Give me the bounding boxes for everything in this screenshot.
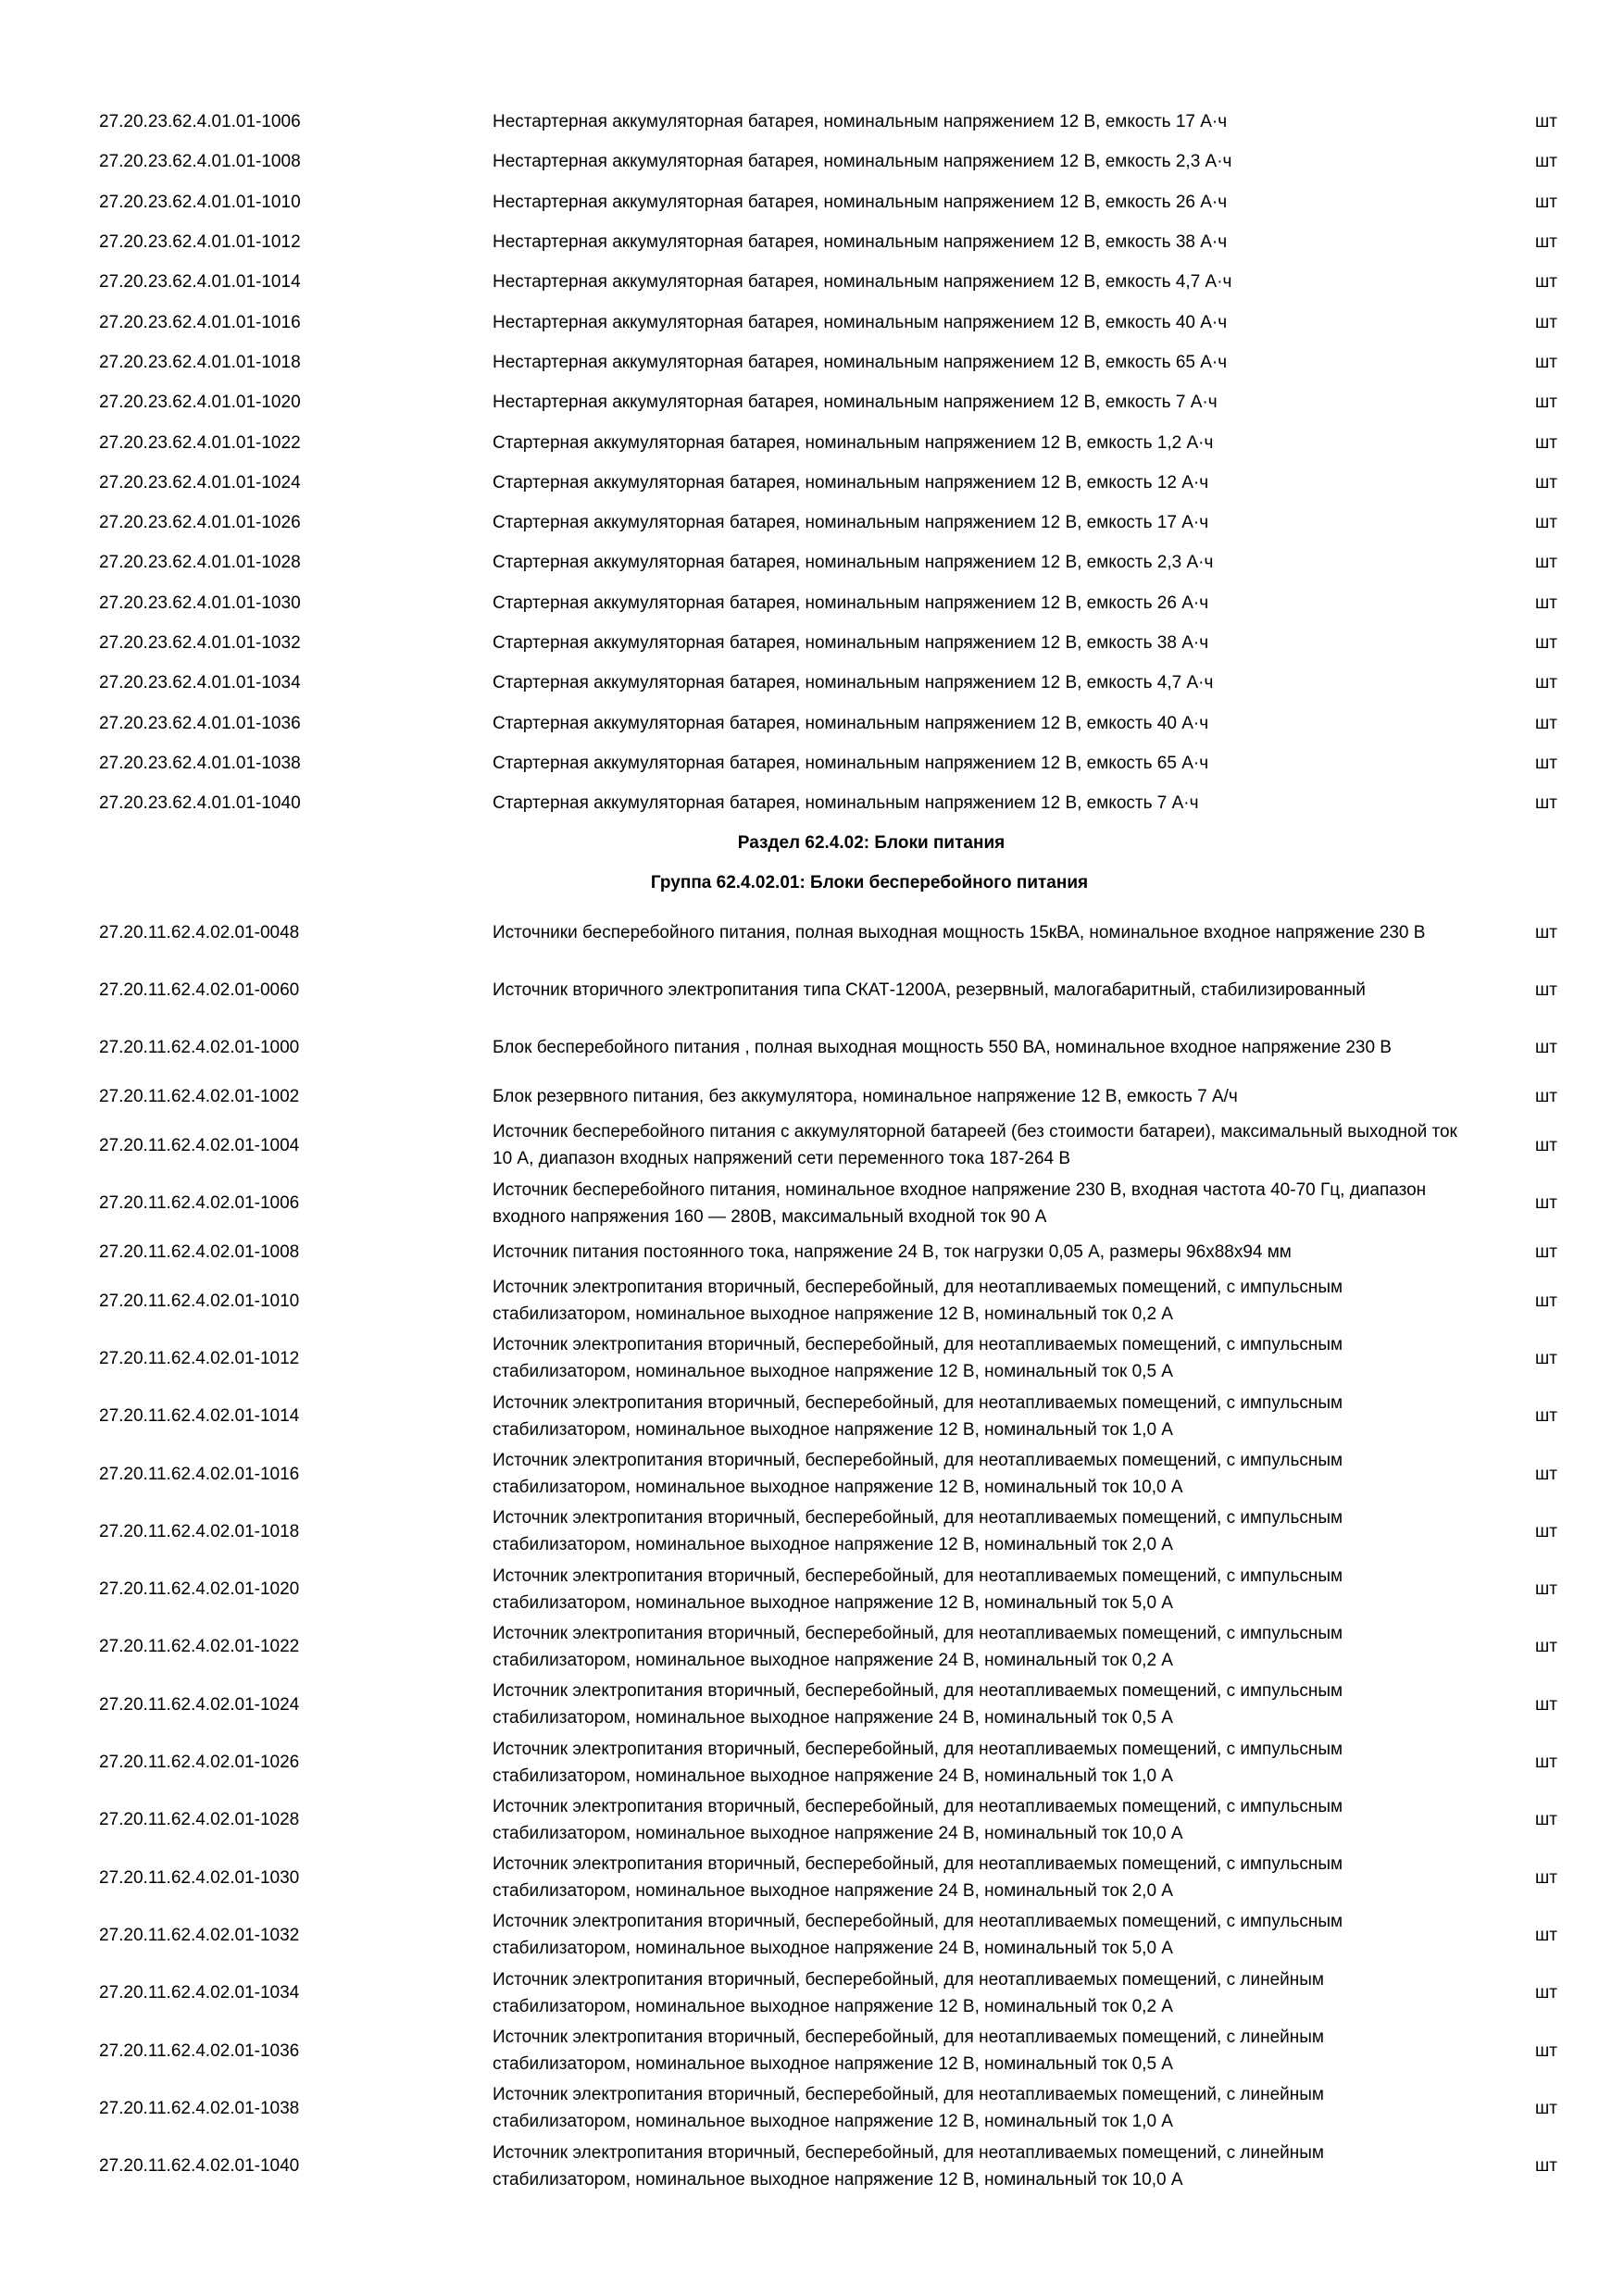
item-code: 27.20.23.62.4.01.01-1006: [99, 112, 301, 132]
table-row: [0, 102, 1624, 142]
item-code: 27.20.11.62.4.02.01-1010: [99, 1291, 300, 1311]
item-unit: шт: [1535, 980, 1557, 1000]
item-unit: шт: [1535, 1464, 1557, 1484]
table-row: [0, 543, 1624, 582]
table-row: [0, 262, 1624, 302]
item-unit: шт: [1535, 112, 1557, 132]
item-unit: шт: [1535, 793, 1557, 814]
item-description: Нестартерная аккумуляторная батарея, номинальным напряжением 12 В, емкость 40 А·ч: [493, 312, 1228, 332]
item-description: Источник электропитания вторичный, бесперебойный, для неотапливаемых помещений, с линейным стабилизатором, номинальное выходное напряжение 12 В, номинальный ток 0,5 А: [493, 2028, 1324, 2075]
item-code: 27.20.23.62.4.01.01-1010: [99, 192, 301, 212]
table-row: [0, 1733, 1624, 1791]
item-description: Источник электропитания вторичный, бесперебойный, для неотапливаемых помещений, с импульсным стабилизатором, номинальное выходное напряжение 12 В, номинальный ток 10,0 А: [493, 1451, 1343, 1498]
item-description: Источник электропитания вторичный, бесперебойный, для неотапливаемых помещений, с импульсным стабилизатором, номинальное выходное напряжение 24 В, номинальный ток 2,0 А: [493, 1854, 1343, 1902]
table-row: [0, 1676, 1624, 1733]
item-code: 27.20.11.62.4.02.01-1022: [99, 1637, 300, 1657]
item-description: Источник электропитания вторичный, бесперебойный, для неотапливаемых помещений, с линейным стабилизатором, номинальное выходное напряжение 12 В, номинальный ток 10,0 А: [493, 2142, 1324, 2190]
table-row: [0, 961, 1624, 1018]
table-row: [0, 583, 1624, 623]
item-description: Стартерная аккумуляторная батарея, номинальным напряжением 12 В, емкость 40 А·ч: [493, 713, 1209, 733]
table-row: [0, 142, 1624, 181]
item-code: 27.20.11.62.4.02.01-1036: [99, 2040, 300, 2061]
group-heading-text: Группа 62.4.02.01: Блоки бесперебойного питания: [650, 873, 1089, 893]
item-description: Источник электропитания вторичный, бесперебойный, для неотапливаемых помещений, с импульсным стабилизатором, номинальное выходное напряжение 12 В, номинальный ток 1,0 А: [493, 1392, 1343, 1440]
document-page: [0, 102, 1624, 2195]
item-unit: шт: [1535, 2040, 1557, 2061]
item-unit: шт: [1535, 1406, 1557, 1427]
item-unit: шт: [1535, 1038, 1557, 1058]
item-description: Стартерная аккумуляторная батарея, номинальным напряжением 12 В, емкость 65 А·ч: [493, 753, 1209, 773]
item-description: Нестартерная аккумуляторная батарея, номинальным напряжением 12 В, емкость 26 А·ч: [493, 192, 1228, 212]
table-row: [0, 503, 1624, 543]
table-row: [0, 1117, 1624, 1174]
item-description: Нестартерная аккумуляторная батарея, номинальным напряжением 12 В, емкость 65 А·ч: [493, 352, 1228, 372]
item-description: Блок резервного питания, без аккумулятора, номинальное напряжение 12 В, емкость 7 А/ч: [493, 1086, 1238, 1106]
item-description: Источник электропитания вторичный, бесперебойный, для неотапливаемых помещений, с импульсным стабилизатором, номинальное выходное напряжение 24 В, номинальный ток 0,2 А: [493, 1623, 1343, 1670]
item-unit: шт: [1535, 713, 1557, 733]
item-code: 27.20.23.62.4.01.01-1036: [99, 713, 301, 733]
table-row: [0, 1232, 1624, 1272]
item-description: Стартерная аккумуляторная батарея, номинальным напряжением 12 В, емкость 7 А·ч: [493, 793, 1199, 814]
table-row: [0, 1618, 1624, 1676]
item-description: Нестартерная аккумуляторная батарея, номинальным напряжением 12 В, емкость 7 А·ч: [493, 393, 1218, 413]
table-row: [0, 1388, 1624, 1445]
item-unit: шт: [1535, 393, 1557, 413]
table-row: [0, 382, 1624, 422]
item-code: 27.20.11.62.4.02.01-1004: [99, 1135, 300, 1155]
item-unit: шт: [1535, 1521, 1557, 1541]
item-code: 27.20.11.62.4.02.01-1008: [99, 1242, 300, 1262]
item-unit: шт: [1535, 1753, 1557, 1773]
group-heading: [0, 864, 1624, 904]
table-row: [0, 1019, 1624, 1077]
power-supply-rows: [0, 904, 1624, 2195]
item-unit: шт: [1535, 1135, 1557, 1155]
item-unit: шт: [1535, 1291, 1557, 1311]
section-heading-text: Раздел 62.4.02: Блоки питания: [737, 832, 1006, 853]
battery-rows: [0, 102, 1624, 823]
item-unit: шт: [1535, 272, 1557, 293]
item-description: Стартерная аккумуляторная батарея, номинальным напряжением 12 В, емкость 2,3 А·ч: [493, 553, 1214, 573]
item-unit: шт: [1535, 152, 1557, 172]
item-description: Стартерная аккумуляторная батарея, номинальным напряжением 12 В, емкость 4,7 А·ч: [493, 673, 1214, 693]
item-unit: шт: [1535, 2098, 1557, 2118]
table-row: [0, 2022, 1624, 2079]
item-description: Источник питания постоянного тока, напряжение 24 В, ток нагрузки 0,05 А, размеры 96x88x94 мм: [493, 1242, 1292, 1262]
item-code: 27.20.11.62.4.02.01-1038: [99, 2098, 300, 2118]
item-description: Стартерная аккумуляторная батарея, номинальным напряжением 12 В, емкость 17 А·ч: [493, 513, 1209, 533]
item-unit: шт: [1535, 1086, 1557, 1106]
item-unit: шт: [1535, 2156, 1557, 2177]
table-row: [0, 1965, 1624, 2022]
item-description: Источник электропитания вторичный, бесперебойный, для неотапливаемых помещений, с импульсным стабилизатором, номинальное выходное напряжение 24 В, номинальный ток 0,5 А: [493, 1681, 1343, 1728]
item-description: Источник электропитания вторичный, бесперебойный, для неотапливаемых помещений, с импульсным стабилизатором, номинальное выходное напряжение 12 В, номинальный ток 2,0 А: [493, 1508, 1343, 1555]
item-description: Стартерная аккумуляторная батарея, номинальным напряжением 12 В, емкость 38 А·ч: [493, 633, 1209, 653]
item-code: 27.20.11.62.4.02.01-1006: [99, 1193, 300, 1214]
item-unit: шт: [1535, 192, 1557, 212]
item-code: 27.20.23.62.4.01.01-1012: [99, 232, 301, 253]
table-row: [0, 1791, 1624, 1849]
item-code: 27.20.11.62.4.02.01-0060: [99, 980, 300, 1000]
item-unit: шт: [1535, 1925, 1557, 1945]
item-unit: шт: [1535, 1193, 1557, 1214]
table-row: [0, 1849, 1624, 1906]
item-code: 27.20.11.62.4.02.01-1014: [99, 1406, 300, 1427]
item-code: 27.20.23.62.4.01.01-1020: [99, 393, 301, 413]
item-description: Стартерная аккумуляторная батарея, номинальным напряжением 12 В, емкость 12 А·ч: [493, 472, 1209, 493]
item-code: 27.20.23.62.4.01.01-1028: [99, 553, 301, 573]
item-code: 27.20.11.62.4.02.01-1016: [99, 1464, 300, 1484]
item-unit: шт: [1535, 312, 1557, 332]
item-description: Источник электропитания вторичный, бесперебойный, для неотапливаемых помещений, с импульсным стабилизатором, номинальное выходное напряжение 24 В, номинальный ток 1,0 А: [493, 1739, 1343, 1786]
item-unit: шт: [1535, 1242, 1557, 1262]
table-row: [0, 343, 1624, 382]
item-code: 27.20.23.62.4.01.01-1038: [99, 753, 301, 773]
item-unit: шт: [1535, 1694, 1557, 1715]
item-unit: шт: [1535, 633, 1557, 653]
table-row: [0, 1906, 1624, 1964]
table-row: [0, 422, 1624, 462]
item-code: 27.20.23.62.4.01.01-1040: [99, 793, 301, 814]
item-code: 27.20.11.62.4.02.01-1028: [99, 1810, 300, 1830]
item-description: Источник вторичного электропитания типа СКАТ-1200А, резервный, малогабаритный, стабилизированный: [493, 980, 1366, 1000]
item-unit: шт: [1535, 1810, 1557, 1830]
item-description: Нестартерная аккумуляторная батарея, номинальным напряжением 12 В, емкость 38 А·ч: [493, 232, 1228, 253]
table-row: [0, 783, 1624, 823]
table-row: [0, 623, 1624, 663]
table-row: [0, 182, 1624, 222]
item-unit: шт: [1535, 352, 1557, 372]
item-code: 27.20.11.62.4.02.01-1026: [99, 1753, 300, 1773]
item-description: Источник электропитания вторичный, бесперебойный, для неотапливаемых помещений, с импульсным стабилизатором, номинальное выходное напряжение 12 В, номинальный ток 0,5 А: [493, 1335, 1343, 1382]
table-row: [0, 302, 1624, 342]
item-unit: шт: [1535, 1867, 1557, 1888]
item-description: Источник электропитания вторичный, бесперебойный, для неотапливаемых помещений, с линейным стабилизатором, номинальное выходное напряжение 12 В, номинальный ток 0,2 А: [493, 1969, 1324, 2016]
item-code: 27.20.11.62.4.02.01-1000: [99, 1038, 300, 1058]
table-row: [0, 2137, 1624, 2194]
item-code: 27.20.23.62.4.01.01-1030: [99, 593, 301, 613]
table-row: [0, 703, 1624, 742]
item-unit: шт: [1535, 1579, 1557, 1600]
item-description: Источник бесперебойного питания, номинальное входное напряжение 230 В, входная частота 40-70 Гц, диапазон входного напряжения 160 — 280В, максимальный входной ток 90 А: [493, 1179, 1427, 1227]
item-unit: шт: [1535, 1983, 1557, 2003]
item-code: 27.20.11.62.4.02.01-1030: [99, 1867, 300, 1888]
table-row: [0, 2079, 1624, 2137]
item-code: 27.20.11.62.4.02.01-1020: [99, 1579, 300, 1600]
item-unit: шт: [1535, 593, 1557, 613]
item-unit: шт: [1535, 432, 1557, 453]
table-row: [0, 1503, 1624, 1560]
item-unit: шт: [1535, 472, 1557, 493]
item-code: 27.20.11.62.4.02.01-1018: [99, 1521, 300, 1541]
table-row: [0, 1272, 1624, 1329]
table-row: [0, 1561, 1624, 1618]
table-row: [0, 904, 1624, 961]
item-description: Источник электропитания вторичный, бесперебойный, для неотапливаемых помещений, с импульсным стабилизатором, номинальное выходное напряжение 12 В, номинальный ток 5,0 А: [493, 1566, 1343, 1613]
item-description: Стартерная аккумуляторная батарея, номинальным напряжением 12 В, емкость 1,2 А·ч: [493, 432, 1214, 453]
item-description: Источник электропитания вторичный, бесперебойный, для неотапливаемых помещений, с импульсным стабилизатором, номинальное выходное напряжение 12 В, номинальный ток 0,2 А: [493, 1278, 1343, 1325]
item-code: 27.20.23.62.4.01.01-1024: [99, 472, 301, 493]
item-code: 27.20.23.62.4.01.01-1032: [99, 633, 301, 653]
item-unit: шт: [1535, 513, 1557, 533]
table-row: [0, 1174, 1624, 1231]
item-code: 27.20.11.62.4.02.01-1012: [99, 1348, 300, 1368]
table-row: [0, 1445, 1624, 1503]
item-code: 27.20.11.62.4.02.01-1040: [99, 2156, 300, 2177]
item-code: 27.20.23.62.4.01.01-1034: [99, 673, 301, 693]
table-row: [0, 1329, 1624, 1387]
item-description: Источник электропитания вторичный, бесперебойный, для неотапливаемых помещений, с импульсным стабилизатором, номинальное выходное напряжение 24 В, номинальный ток 10,0 А: [493, 1796, 1343, 1843]
table-row: [0, 743, 1624, 783]
item-unit: шт: [1535, 1348, 1557, 1368]
item-description: Стартерная аккумуляторная батарея, номинальным напряжением 12 В, емкость 26 А·ч: [493, 593, 1209, 613]
item-unit: шт: [1535, 673, 1557, 693]
item-unit: шт: [1535, 1637, 1557, 1657]
section-heading: [0, 823, 1624, 863]
item-code: 27.20.23.62.4.01.01-1026: [99, 513, 301, 533]
item-code: 27.20.11.62.4.02.01-1002: [99, 1086, 300, 1106]
table-row: [0, 463, 1624, 503]
item-code: 27.20.23.62.4.01.01-1018: [99, 352, 301, 372]
item-description: Источник бесперебойного питания с аккумуляторной батареей (без стоимости батареи), максимальный выходной ток 10 А, диапазон входных напряжений сети переменного тока 187-264 В: [493, 1122, 1457, 1169]
item-unit: шт: [1535, 753, 1557, 773]
item-description: Источник электропитания вторичный, бесперебойный, для неотапливаемых помещений, с импульсным стабилизатором, номинальное выходное напряжение 24 В, номинальный ток 5,0 А: [493, 1912, 1343, 1959]
item-code: 27.20.11.62.4.02.01-0048: [99, 922, 300, 942]
item-description: Нестартерная аккумуляторная батарея, номинальным напряжением 12 В, емкость 17 А·ч: [493, 112, 1228, 132]
table-row: [0, 222, 1624, 262]
item-code: 27.20.11.62.4.02.01-1032: [99, 1925, 300, 1945]
item-description: Источник электропитания вторичный, бесперебойный, для неотапливаемых помещений, с линейным стабилизатором, номинальное выходное напряжение 12 В, номинальный ток 1,0 А: [493, 2085, 1324, 2132]
item-description: Нестартерная аккумуляторная батарея, номинальным напряжением 12 В, емкость 4,7 А·ч: [493, 272, 1232, 293]
item-code: 27.20.23.62.4.01.01-1008: [99, 152, 301, 172]
item-description: Нестартерная аккумуляторная батарея, номинальным напряжением 12 В, емкость 2,3 А·ч: [493, 152, 1232, 172]
item-description: Блок бесперебойного питания , полная выходная мощность 550 ВА, номинальное входное напряжение 230 В: [493, 1038, 1392, 1058]
item-unit: шт: [1535, 922, 1557, 942]
item-code: 27.20.23.62.4.01.01-1016: [99, 312, 301, 332]
item-code: 27.20.11.62.4.02.01-1034: [99, 1983, 300, 2003]
item-unit: шт: [1535, 553, 1557, 573]
item-description: Источники бесперебойного питания, полная выходная мощность 15кВА, номинальное входное напряжение 230 В: [493, 922, 1426, 942]
table-row: [0, 663, 1624, 703]
item-code: 27.20.23.62.4.01.01-1022: [99, 432, 301, 453]
item-unit: шт: [1535, 232, 1557, 253]
item-code: 27.20.11.62.4.02.01-1024: [99, 1694, 300, 1715]
item-code: 27.20.23.62.4.01.01-1014: [99, 272, 301, 293]
table-row: [0, 1077, 1624, 1117]
